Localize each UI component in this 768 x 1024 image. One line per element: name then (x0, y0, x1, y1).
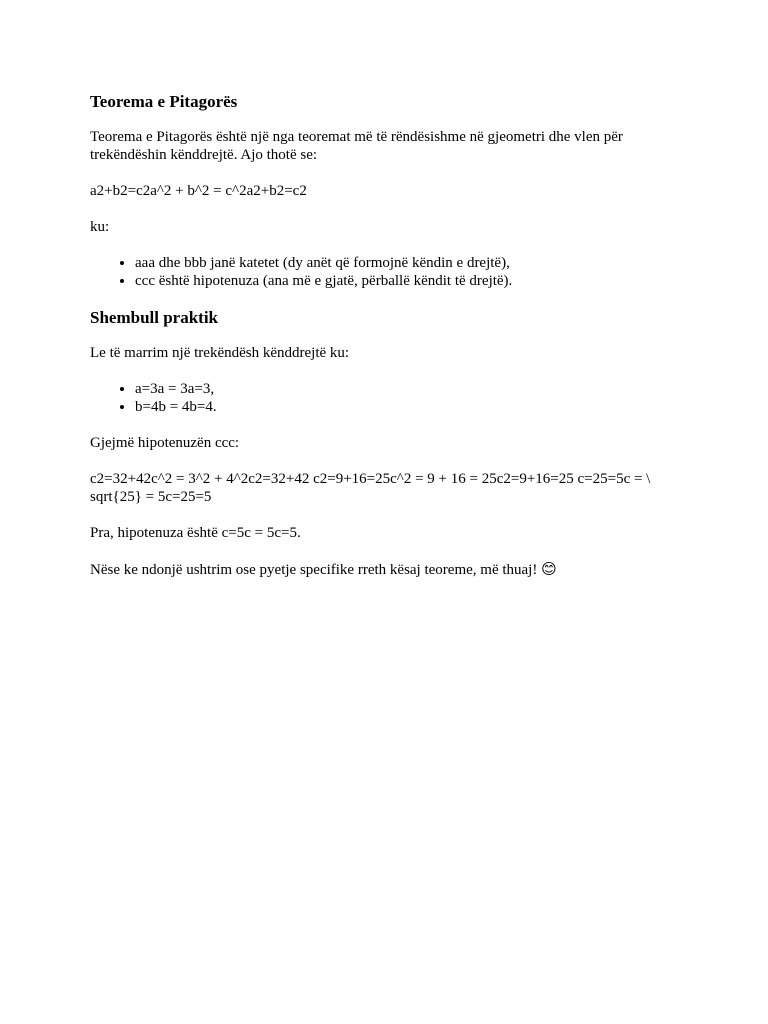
list-item: • b=4b = 4b=4. (135, 398, 680, 416)
definitions-list (90, 254, 680, 290)
list-item: • a=3a = 3a=3, (135, 380, 680, 398)
ku-label: ku: (90, 219, 110, 235)
example-intro: Le të marrim një trekëndësh kënddrejtë ku: (90, 345, 350, 361)
find-hypotenuse-text: Gjejmë hipotenuzën ccc: (90, 435, 240, 451)
calculation-paragraph: c2=32+42c^2 = 3^2 + 4^2c2=32+42 c2=9+16=25c^2 = 9 + 16 = 25c2=9+16=25 c=25=5c = \ sqrt{25} = 5c=25=5 (90, 471, 651, 505)
example-values-list (90, 380, 680, 416)
formula-line: a2+b2=c2a^2 + b^2 = c^2a2+b2=c2 (90, 183, 307, 199)
list-item: • ccc është hipotenuza (ana më e gjatë, përballë këndit të drejtë). (135, 272, 680, 290)
smiley-icon: 😊 (541, 560, 557, 578)
intro-paragraph: Teorema e Pitagorës është një nga teoremat më të rëndësishme në gjeometri dhe vlen për trekëndëshin kënddrejtë. Ajo thotë se: (90, 129, 623, 163)
heading-practical-example: Shembull praktik (90, 308, 219, 327)
conclusion-paragraph: Pra, hipotenuza është c=5c = 5c=5. (90, 525, 301, 541)
list-item: • aaa dhe bbb janë katetet (dy anët që formojnë këndin e drejtë), (135, 254, 680, 272)
closing-paragraph (90, 560, 680, 579)
heading-pythagorean-theorem: Teorema e Pitagorës (90, 92, 238, 111)
closing-text: Nëse ke ndonjë ushtrim ose pyetje specifike rreth kësaj teoreme, më thuaj! (90, 562, 538, 578)
document-body (90, 92, 680, 597)
